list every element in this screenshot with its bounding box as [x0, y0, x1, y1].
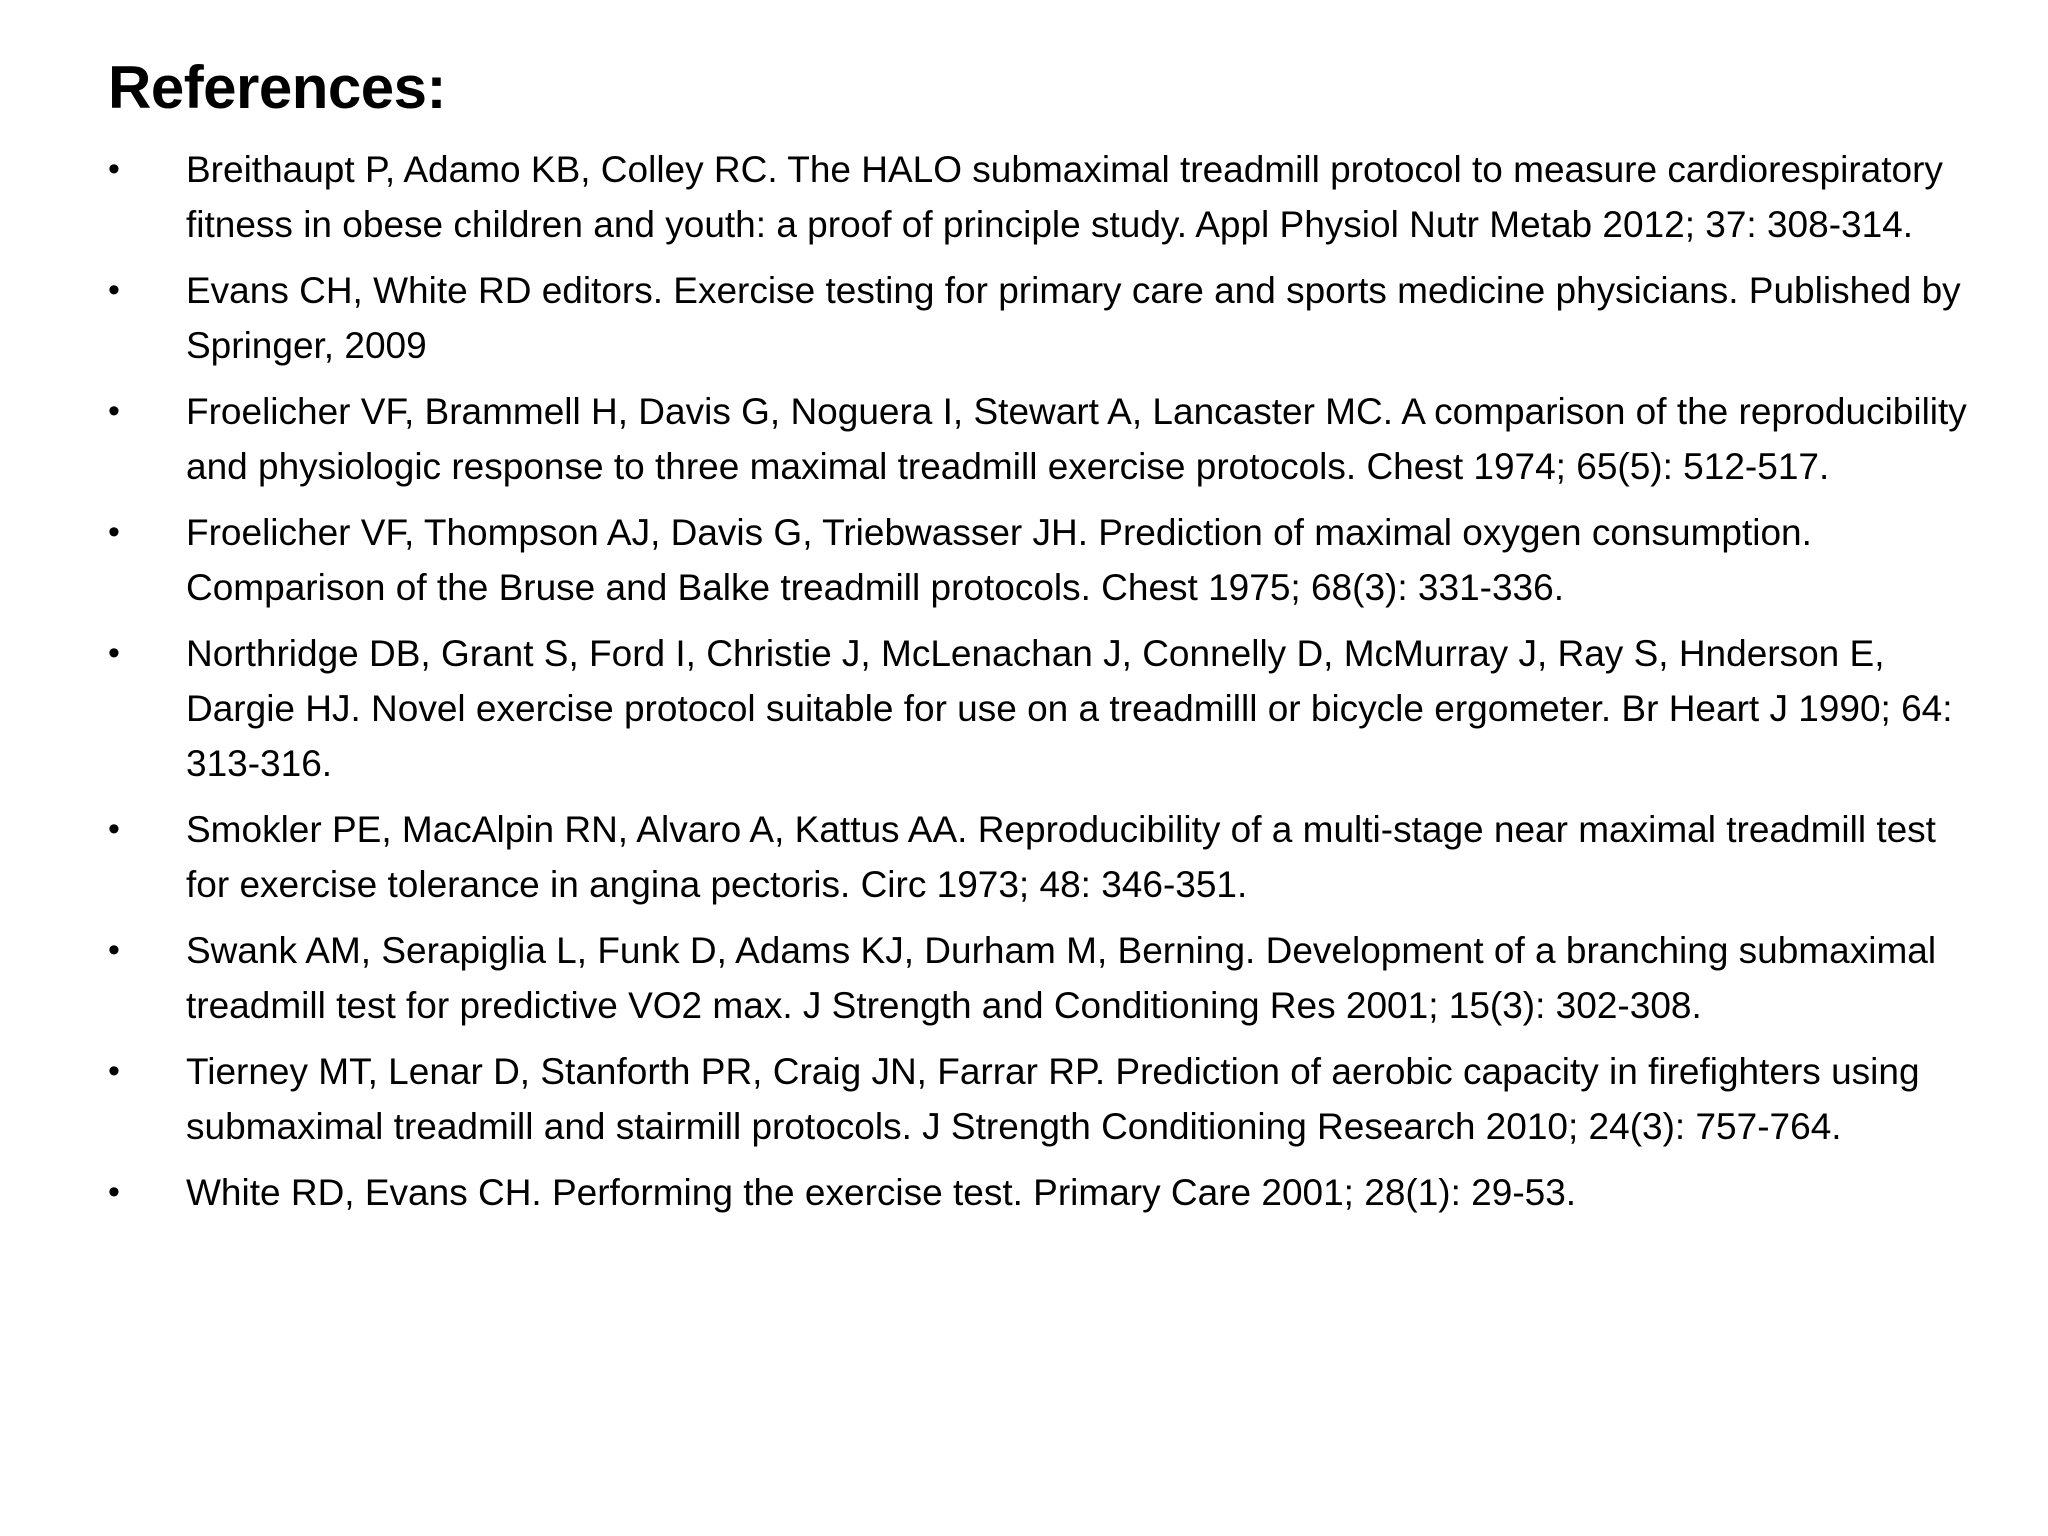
bullet-icon: • — [108, 271, 120, 309]
reference-item — [108, 142, 1988, 252]
bullet-icon: • — [108, 513, 120, 551]
reference-item — [108, 802, 1988, 912]
bullet-icon: • — [108, 634, 120, 672]
reference-item — [108, 923, 1988, 1033]
reference-text: Smokler PE, MacAlpin RN, Alvaro A, Kattus AA. Reproducibility of a multi-stage near maximal treadmill test for exercise tolerance in angina pectoris. Circ 1973; 48: 346-351. — [186, 809, 1936, 905]
reference-text: Froelicher VF, Thompson AJ, Davis G, Triebwasser JH. Prediction of maximal oxygen consumption. Comparison of the Bruse and Balke treadmill protocols. Chest 1975; 68(3): 331-336. — [186, 512, 1812, 608]
bullet-icon: • — [108, 931, 120, 969]
reference-text: Froelicher VF, Brammell H, Davis G, Noguera I, Stewart A, Lancaster MC. A comparison of the reproducibility and physiologic response to three maximal treadmill exercise protocols. Chest 1974; 65(5): 512-517. — [186, 391, 1967, 487]
reference-text: Evans CH, White RD editors. Exercise testing for primary care and sports medicine physicians. Published by Springer, 2009 — [186, 270, 1961, 366]
reference-item — [108, 1044, 1988, 1154]
bullet-icon: • — [108, 810, 120, 848]
bullet-icon: • — [108, 150, 120, 188]
bullet-icon: • — [108, 392, 120, 430]
reference-item — [108, 626, 1988, 791]
page-title: References: — [108, 54, 447, 121]
reference-item — [108, 1165, 1988, 1220]
reference-text: Northridge DB, Grant S, Ford I, Christie J, McLenachan J, Connelly D, McMurray J, Ray S, Hnderson E, Dargie HJ. Novel exercise protocol suitable for use on a treadmilll or bicycle ergometer. Br Heart J 1990; 64: 313-316. — [186, 633, 1953, 784]
reference-list — [108, 142, 1988, 1231]
reference-text: Swank AM, Serapiglia L, Funk D, Adams KJ, Durham M, Berning. Development of a branching submaximal treadmill test for predictive VO2 max. J Strength and Conditioning Res 2001; 15(3): 302-308. — [186, 930, 1937, 1026]
reference-item — [108, 263, 1988, 373]
reference-text: White RD, Evans CH. Performing the exercise test. Primary Care 2001; 28(1): 29-53. — [186, 1172, 1577, 1213]
bullet-icon: • — [108, 1173, 120, 1211]
reference-item — [108, 384, 1988, 494]
bullet-icon: • — [108, 1052, 120, 1090]
reference-item — [108, 505, 1988, 615]
reference-text: Breithaupt P, Adamo KB, Colley RC. The HALO submaximal treadmill protocol to measure cardiorespiratory fitness in obese children and youth: a proof of principle study. Appl Physiol Nutr Metab 2012; 37: 308-314. — [186, 149, 1943, 245]
reference-text: Tierney MT, Lenar D, Stanforth PR, Craig JN, Farrar RP. Prediction of aerobic capacity in firefighters using submaximal treadmill and stairmill protocols. J Strength Conditioning Research 2010; 24(3): 757-764. — [186, 1051, 1920, 1147]
